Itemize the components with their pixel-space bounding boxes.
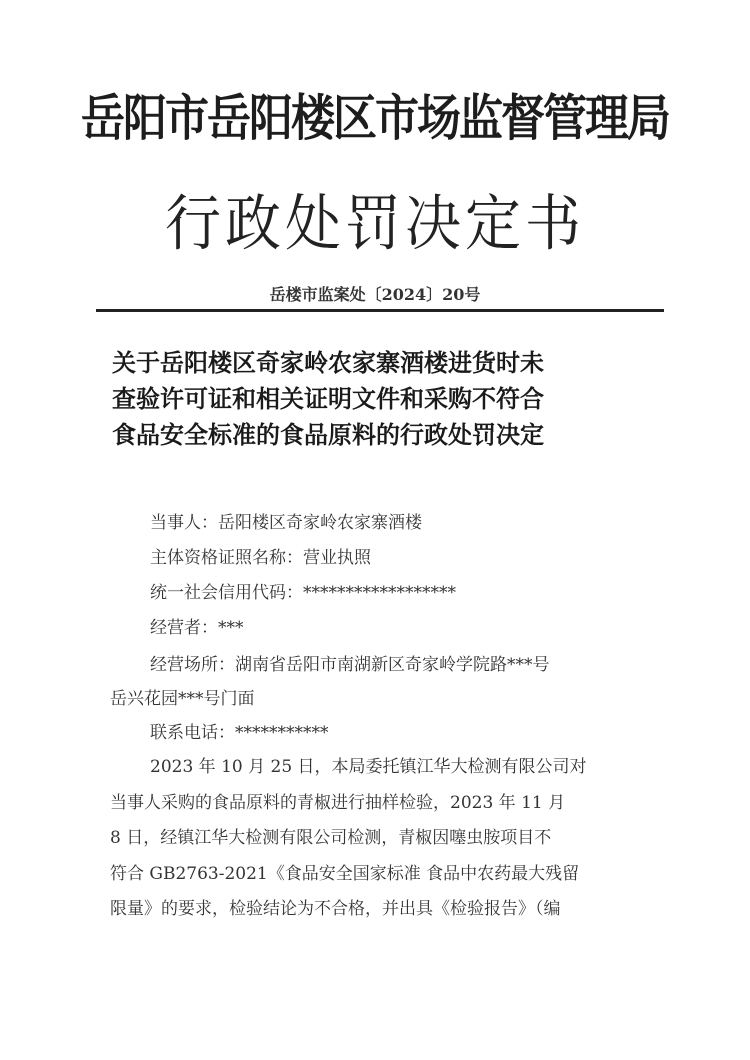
issuing-agency: 岳阳市岳阳楼区市场监督管理局 [81,90,669,148]
phone-field: 联系电话：*********** [150,723,329,743]
operator-field: 经营者：*** [150,618,244,638]
body-paragraph-line: 当事人采购的食品原料的青椒进行抽样检验，2023 年 11 月 [110,793,566,813]
document-type: 行政处罚决定书 [165,188,585,260]
body-paragraph-line: 符合 GB2763-2021《食品安全国家标准 食品中农药最大残留 [110,864,580,884]
body-paragraph-line: 限量》的要求，检验结论为不合格，并出具《检验报告》（编 [110,899,561,919]
body-paragraph-line: 2023 年 10 月 25 日，本局委托镇江华大检测有限公司对 [150,757,587,777]
body-paragraph-line: 8 日，经镇江华大检测有限公司检测，青椒因噻虫胺项目不 [110,828,552,848]
decision-title [112,345,642,453]
title-line: 查验许可证和相关证明文件和采购不符合 [112,385,544,413]
party-field: 当事人：岳阳楼区奇家岭农家寨酒楼 [150,513,422,533]
credit-code-field: 统一社会信用代码：****************** [150,583,456,603]
license-name-field: 主体资格证照名称：营业执照 [150,548,371,568]
header-divider [96,309,664,312]
title-line: 食品安全标准的食品原料的行政处罚决定 [112,421,544,449]
premises-field-cont: 岳兴花园***号门面 [110,689,255,709]
document-number: 岳楼市监案处〔2024〕20号 [269,285,481,304]
premises-field: 经营场所：湖南省岳阳市南湖新区奇家岭学院路***号 [150,655,550,675]
title-line: 关于岳阳楼区奇家岭农家寨酒楼进货时未 [112,349,544,377]
